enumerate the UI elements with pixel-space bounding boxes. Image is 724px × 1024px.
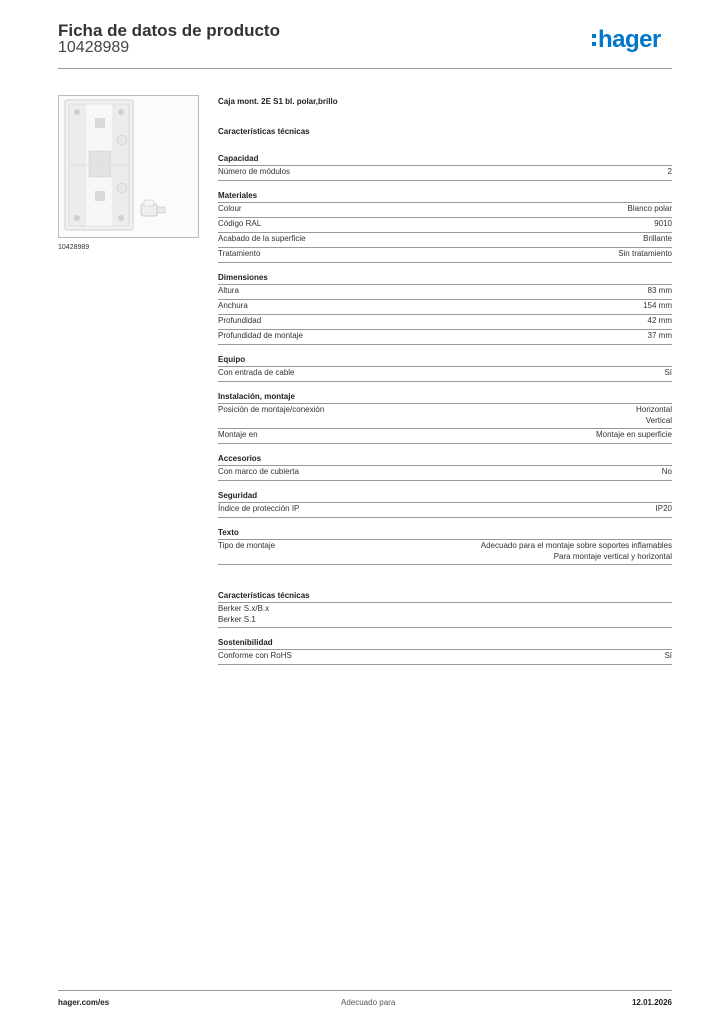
section-title: Dimensiones [218,272,672,285]
footer-center-text: Adecuado para [341,998,396,1007]
section-spacer [218,574,672,590]
spec-section [218,153,672,181]
spec-row [218,218,672,233]
spec-row [218,367,672,382]
spec-value-line: 37 mm [647,331,672,340]
product-code: 10428989 [58,39,130,56]
section-title: Sostenibilidad [218,637,672,650]
spec-value [654,219,672,230]
spec-section [218,190,672,263]
spec-section [218,354,672,382]
spec-label: Tratamiento [218,249,261,258]
spec-row [218,503,672,518]
spec-row [218,166,672,181]
hager-logo[interactable] [592,28,661,52]
spec-section [218,637,672,665]
spec-label: Profundidad [218,316,262,325]
spec-section [218,490,672,518]
spec-row [218,650,672,665]
section-title: Accesorios [218,453,672,466]
spec-label [218,651,292,662]
technical-title: Características técnicas [218,127,310,136]
spec-value [664,651,672,662]
section-title: Características técnicas [218,590,672,603]
section-title: Instalación, montaje [218,391,672,404]
spec-row [218,315,672,330]
spec-row [218,404,672,429]
section-title: Materiales [218,190,672,203]
spec-row [218,540,672,565]
spec-value [618,249,672,260]
spec-value-line: No [661,467,672,476]
spec-row [218,300,672,315]
spec-value-line: Vertical [645,415,672,425]
spec-value-line: Horizontal [635,405,672,414]
spec-label: Posición de montaje/conexión [218,405,325,414]
spec-value-line: 9010 [654,219,672,228]
product-image [58,95,199,238]
spec-label: Tipo de montaje [218,541,276,550]
spec-label: Anchura [218,301,248,310]
spec-label: Colour [218,204,242,213]
image-caption: 10428989 [58,244,90,251]
spec-value-line: 2 [667,167,672,176]
spec-row [218,330,672,345]
spec-value [648,331,672,342]
spec-label: Montaje en [218,430,258,439]
spec-section [218,391,672,444]
spec-label: Con entrada de cable [218,368,295,377]
spec-value-line: 42 mm [647,316,672,325]
spec-label: Altura [218,286,239,295]
spec-section [218,453,672,481]
spec-label-line: Conforme con RoHS [218,651,292,660]
spec-value-line: 154 mm [643,301,672,310]
spec-value-line: Brillante [643,234,672,243]
spec-value-line: Sí [664,651,672,660]
spec-value [664,368,672,379]
spec-value [668,167,672,178]
footer-date: 12.01.2026 [631,998,672,1007]
spec-row [218,429,672,444]
logo-colon-icon [592,34,596,46]
spec-row [218,233,672,248]
spec-label: Índice de protección IP [218,504,300,513]
spec-sections [218,153,672,565]
spec-row [218,248,672,263]
spec-value-line: Blanco polar [627,204,672,213]
spec-row [218,203,672,218]
page-title: Ficha de datos de producto [58,21,280,40]
logo-text: hager [598,26,661,53]
spec-value-line: Adecuado para el montaje sobre soportes inflamables [480,541,672,550]
footer-website-link[interactable]: hager.com/es [58,998,110,1007]
spec-row [218,603,672,628]
spec-label: Acabado de la superficie [218,234,306,243]
spec-section [218,590,672,628]
spec-value-line: Sin tratamiento [618,249,672,258]
spec-value [648,316,672,327]
footer-divider [58,990,672,991]
spec-label [218,604,269,625]
spec-value [648,286,672,297]
spec-value [643,234,672,245]
spec-label: Código RAL [218,219,262,228]
spec-value-line: Para montaje vertical y horizontal [553,551,672,561]
spec-content [218,97,672,674]
spec-value-line: 83 mm [647,286,672,295]
header-divider [58,68,672,69]
section-title: Equipo [218,354,672,367]
section-title: Seguridad [218,490,672,503]
spec-value [656,504,672,515]
spec-value-line: Sí [664,368,672,377]
spec-value [481,541,672,562]
spec-row [218,466,672,481]
spec-section [218,527,672,565]
spec-value-line: Montaje en superficie [595,430,672,439]
spec-value [662,467,672,478]
spec-label-line: Berker S.x/B.x [218,604,270,613]
spec-label: Número de módulos [218,167,291,176]
section-title: Texto [218,527,672,540]
spec-row [218,285,672,300]
spec-label-line: Berker S.1 [218,614,256,624]
spec-value [596,430,672,441]
product-name: Caja mont. 2E S1 bl. polar,brillo [218,97,338,106]
spec-label: Profundidad de montaje [218,331,303,340]
spec-section [218,272,672,345]
spec-value [643,301,672,312]
section-title: Capacidad [218,153,672,166]
compat-sections [218,590,672,665]
spec-value [628,204,672,215]
product-box-image-icon [59,96,198,237]
spec-value-line: IP20 [655,504,672,513]
spec-value [636,405,672,426]
spec-label: Con marco de cubierta [218,467,299,476]
